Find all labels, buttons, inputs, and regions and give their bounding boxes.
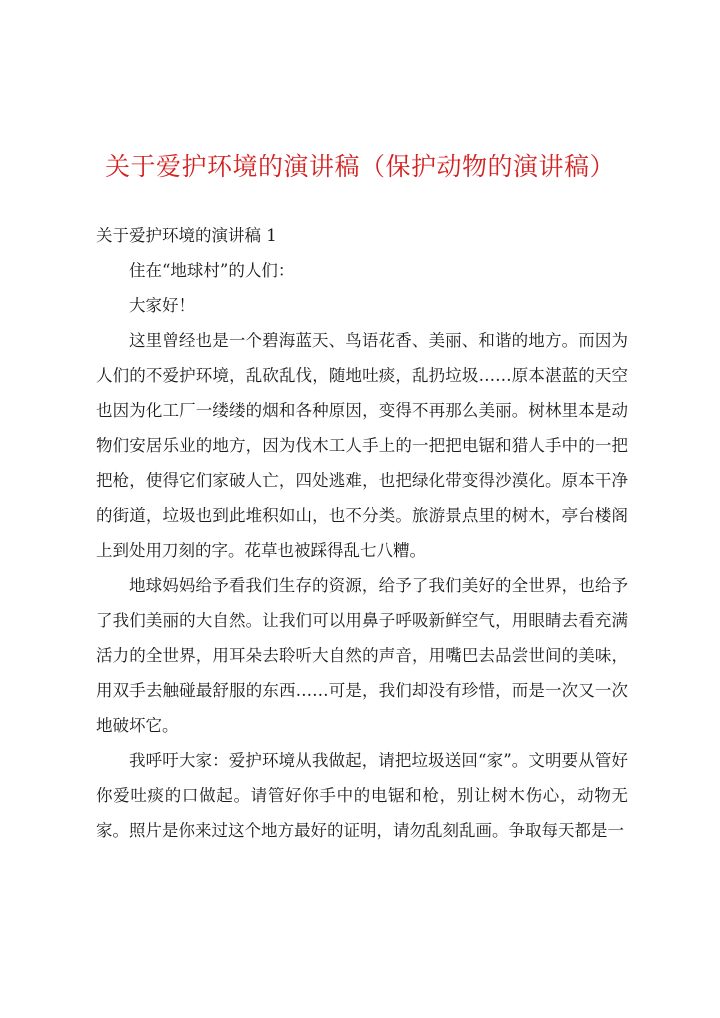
salutation-paragraph: 住在“地球村”的人们： bbox=[129, 261, 295, 280]
body-paragraph: 这里曾经也是一个碧海蓝天、鸟语花香、美丽、和谐的地方。而因为人们的不爱护环境，乱砍乱伐，随地吐痰，乱扔垃圾……原本湛蓝的天空也因为化工厂一缕缕的烟和各种原因，变得不再那么美丽。树林里本是动物们安居乐业的地方，因为伐木工人手上的一把把电锯和猎人手中的一把把枪，使得它们家破人亡，四处逃难，也把绿化带变得沙漠化。原本干净的街道，垃圾也到此堆积如山，也不分类。旅游景点里的树木，亭台楼阁上到处用刀刻的字。花草也被踩得乱七八糟。 bbox=[96, 331, 628, 560]
section-subtitle: 关于爱护环境的演讲稿 1 bbox=[96, 226, 277, 245]
body-paragraph: 地球妈妈给予看我们生存的资源，给予了我们美好的全世界，也给予了我们美丽的大自然。让我们可以用鼻子呼吸新鲜空气，用眼睛去看充满活力的全世界，用耳朵去聆听大自然的声音，用嘴巴去品尝世间的美味，用双手去触碰最舒服的东西……可是，我们却没有珍惜，而是一次又一次地破坏它。 bbox=[96, 576, 628, 735]
greeting-paragraph: 大家好！ bbox=[129, 296, 195, 315]
document-title: 关于爱护环境的演讲稿（保护动物的演讲稿） bbox=[104, 152, 615, 181]
document-body bbox=[96, 218, 628, 848]
body-paragraph: 我呼吁大家：爱护环境从我做起，请把垃圾送回“家”。文明要从管好你爱吐痰的口做起。请管好你手中的电锯和枪，别让树木伤心，动物无家。照片是你来过这个地方最好的证明，请勿乱刻乱画。争取每天都是一 bbox=[96, 751, 628, 840]
